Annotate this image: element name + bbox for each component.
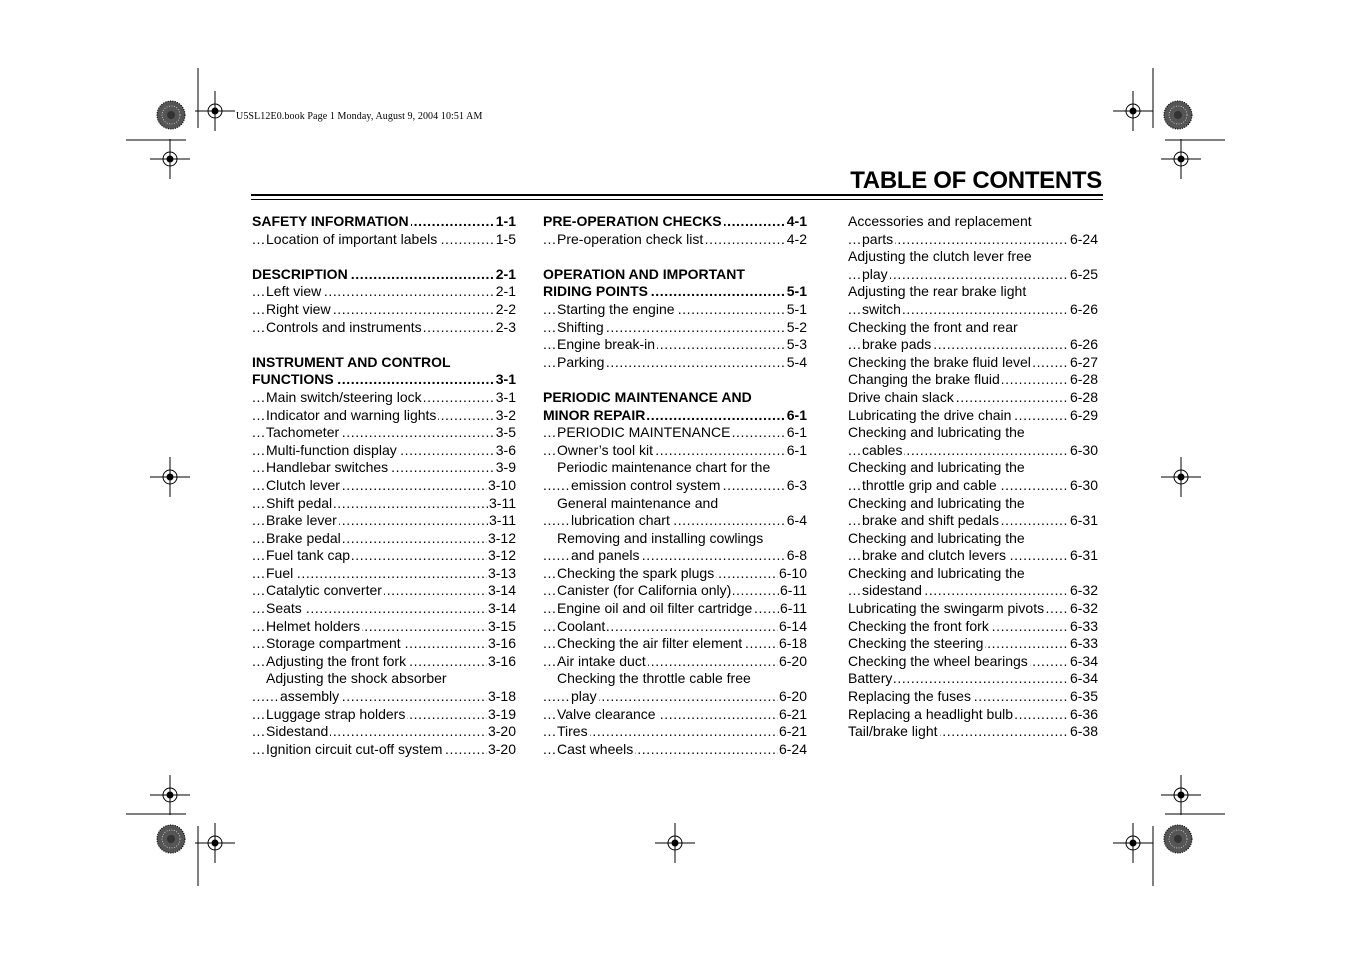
toc-entry-title: INSTRUMENT AND CONTROL xyxy=(252,353,451,370)
toc-entry[interactable] xyxy=(848,653,1098,671)
toc-entry[interactable] xyxy=(543,231,807,249)
toc-entry-title: Battery xyxy=(848,670,893,687)
toc-entry-page: 3-20 xyxy=(487,740,516,757)
toc-gap xyxy=(543,248,807,266)
toc-entry-page: 6-30 xyxy=(1069,441,1098,458)
toc-entry-title: lubrication chart xyxy=(571,512,670,529)
toc-entry-title: Valve clearance xyxy=(557,705,656,722)
toc-entry[interactable] xyxy=(252,741,516,759)
toc-column-2 xyxy=(543,213,807,758)
toc-gap xyxy=(252,248,516,266)
toc-entry-page: 6-31 xyxy=(1069,547,1098,564)
toc-entry-page: 3-15 xyxy=(487,617,516,634)
toc-entry[interactable] xyxy=(848,283,1098,301)
toc-entry[interactable] xyxy=(543,266,807,284)
toc-entry[interactable] xyxy=(848,512,1098,530)
toc-entry-page: 5-4 xyxy=(786,353,807,370)
toc-entry-title: Owner’s tool kit xyxy=(557,441,653,458)
toc-entry[interactable] xyxy=(848,565,1098,583)
toc-entry-page: 2-1 xyxy=(495,265,516,282)
toc-entry-page: 6-26 xyxy=(1069,336,1098,353)
toc-entry-title: Checking and lubricating the xyxy=(848,424,1025,441)
toc-entry[interactable] xyxy=(252,512,516,530)
toc-entry-page: 6-28 xyxy=(1069,388,1098,405)
toc-entry[interactable] xyxy=(252,301,516,319)
toc-gap xyxy=(543,371,807,389)
toc-entry-page: 6-1 xyxy=(786,424,807,441)
toc-entry[interactable] xyxy=(848,547,1098,565)
toc-entry-title: Storage compartment xyxy=(266,635,401,652)
toc-entry-page: 5-2 xyxy=(786,318,807,335)
toc-entry[interactable] xyxy=(543,354,807,372)
toc-entry-title: assembly xyxy=(280,688,340,705)
toc-entry-title: Ignition circuit cut-off system xyxy=(266,740,443,757)
toc-entry-title: Canister (for California only) xyxy=(557,582,732,599)
toc-entry-page: 6-20 xyxy=(778,652,807,669)
toc-entry[interactable] xyxy=(252,723,516,741)
toc-entry[interactable] xyxy=(848,248,1098,266)
toc-entry[interactable] xyxy=(543,600,807,618)
toc-entry[interactable] xyxy=(848,706,1098,724)
toc-entry-page: 6-10 xyxy=(778,564,807,581)
print-info-header: U5SL12E0.book Page 1 Monday, August 9, 2004 10:51 AM xyxy=(236,111,483,122)
toc-entry-page: 6-33 xyxy=(1069,617,1098,634)
toc-entry-page: 2-2 xyxy=(495,300,516,317)
toc-entry[interactable] xyxy=(252,389,516,407)
toc-entry[interactable] xyxy=(543,741,807,759)
toc-entry[interactable] xyxy=(543,389,807,407)
toc-entry-page: 6-21 xyxy=(778,723,807,740)
title-rule-thick xyxy=(251,194,1103,196)
toc-entry-title: switch xyxy=(862,300,901,317)
toc-entry-page: 3-11 xyxy=(489,494,516,511)
toc-entry-page: 4-1 xyxy=(786,213,807,229)
toc-entry[interactable] xyxy=(848,231,1098,249)
toc-entry[interactable] xyxy=(252,354,516,372)
toc-column-3 xyxy=(848,213,1098,741)
toc-entry-title: Replacing a headlight bulb xyxy=(848,705,1014,722)
toc-entry-page: 3-11 xyxy=(489,512,516,529)
toc-entry-page: 3-6 xyxy=(495,441,516,458)
toc-entry-title: Drive chain slack xyxy=(848,388,954,405)
toc-entry-title: Periodic maintenance chart for the xyxy=(557,459,771,476)
toc-entry-title: Checking the brake fluid level xyxy=(848,353,1031,370)
toc-entry-title: Engine break-in xyxy=(557,336,656,353)
toc-entry-page: 6-20 xyxy=(778,688,807,705)
toc-entry-page: 3-1 xyxy=(495,371,516,388)
toc-entry-page: 6-11 xyxy=(780,600,807,617)
toc-entry[interactable] xyxy=(252,688,516,706)
toc-entry-title: Coolant xyxy=(557,617,606,634)
toc-entry-title: Tachometer xyxy=(266,424,340,441)
toc-entry[interactable] xyxy=(543,653,807,671)
toc-entry[interactable] xyxy=(543,424,807,442)
toc-entry-page: 3-9 xyxy=(495,459,516,476)
toc-entry-title: brake and shift pedals xyxy=(862,512,999,529)
toc-entry-title: Parking xyxy=(557,353,605,370)
toc-entry-page: 6-18 xyxy=(778,635,807,652)
toc-entry-title: Shift pedal xyxy=(266,494,333,511)
toc-entry[interactable] xyxy=(848,600,1098,618)
toc-entry-title: Location of important labels xyxy=(266,230,438,247)
toc-entry[interactable] xyxy=(252,706,516,724)
toc-entry-page: 3-2 xyxy=(495,406,516,423)
toc-entry[interactable] xyxy=(848,336,1098,354)
toc-gap xyxy=(252,336,516,354)
toc-entry-title: Left view xyxy=(266,283,322,300)
toc-entry[interactable] xyxy=(848,495,1098,513)
toc-entry-title: PERIODIC MAINTENANCE AND xyxy=(543,388,752,405)
toc-entry-page: 6-33 xyxy=(1069,635,1098,652)
toc-entry[interactable] xyxy=(252,231,516,249)
toc-entry-title: Right view xyxy=(266,300,331,317)
toc-entry-title: Checking the spark plugs xyxy=(557,564,715,581)
toc-entry[interactable] xyxy=(848,618,1098,636)
toc-entry-title: Checking the front fork xyxy=(848,617,989,634)
toc-entry[interactable] xyxy=(848,389,1098,407)
toc-entry[interactable] xyxy=(848,477,1098,495)
toc-entry-page: 3-16 xyxy=(487,635,516,652)
toc-entry-title: Starting the engine xyxy=(557,300,675,317)
toc-entry-title: Main switch/steering lock xyxy=(266,388,422,405)
toc-entry[interactable] xyxy=(543,688,807,706)
toc-entry-title: brake and clutch levers xyxy=(862,547,1006,564)
toc-entry-page: 6-8 xyxy=(786,547,807,564)
toc-entry-page: 6-34 xyxy=(1069,670,1098,687)
toc-entry-page: 6-24 xyxy=(1069,230,1098,247)
toc-entry-title: Cast wheels xyxy=(557,740,634,757)
toc-entry-page: 1-5 xyxy=(495,230,516,247)
toc-entry[interactable] xyxy=(252,213,516,231)
toc-entry[interactable] xyxy=(252,477,516,495)
toc-entry[interactable] xyxy=(543,301,807,319)
toc-entry[interactable] xyxy=(543,723,807,741)
toc-entry-page: 6-38 xyxy=(1069,723,1098,740)
toc-entry-title: Seats xyxy=(266,600,302,617)
toc-entry-title: Handlebar switches xyxy=(266,459,389,476)
toc-entry-title: Helmet holders xyxy=(266,617,361,634)
toc-entry-page: 3-20 xyxy=(487,723,516,740)
toc-entry-title: Fuel tank cap xyxy=(266,547,351,564)
toc-entry-page: 6-14 xyxy=(778,617,807,634)
toc-entry-page: 6-36 xyxy=(1069,705,1098,722)
toc-entry-title: FUNCTIONS xyxy=(252,371,334,388)
toc-entry-title: cables xyxy=(862,441,903,458)
toc-entry-page: 3-12 xyxy=(487,547,516,564)
toc-entry[interactable] xyxy=(543,706,807,724)
toc-entry[interactable] xyxy=(252,371,516,389)
toc-entry[interactable] xyxy=(252,459,516,477)
toc-entry-title: Checking the steering xyxy=(848,635,984,652)
toc-entry-title: Checking and lubricating the xyxy=(848,529,1025,546)
toc-entry[interactable] xyxy=(543,582,807,600)
toc-entry-page: 6-1 xyxy=(786,441,807,458)
toc-entry-title: Checking the air filter element xyxy=(557,635,743,652)
toc-entry-page: 3-10 xyxy=(487,476,516,493)
toc-entry[interactable] xyxy=(848,407,1098,425)
toc-entry[interactable] xyxy=(543,319,807,337)
toc-entry-title: OPERATION AND IMPORTANT xyxy=(543,265,745,282)
toc-entry[interactable] xyxy=(848,371,1098,389)
toc-entry-page: 4-2 xyxy=(786,230,807,247)
toc-entry[interactable] xyxy=(252,283,516,301)
toc-entry-title: Tires xyxy=(557,723,588,740)
toc-entry-title: Engine oil and oil filter cartridge xyxy=(557,600,753,617)
toc-entry-title: Fuel xyxy=(266,564,294,581)
toc-entry-title: Adjusting the clutch lever free xyxy=(848,248,1032,265)
toc-entry-title: parts xyxy=(862,230,894,247)
toc-entry-page: 3-5 xyxy=(495,424,516,441)
toc-entry[interactable] xyxy=(848,530,1098,548)
toc-entry[interactable] xyxy=(252,635,516,653)
toc-entry[interactable] xyxy=(848,582,1098,600)
toc-entry-page: 6-34 xyxy=(1069,652,1098,669)
toc-entry-page: 5-1 xyxy=(786,300,807,317)
toc-entry[interactable] xyxy=(848,266,1098,284)
toc-entry-page: 6-35 xyxy=(1069,688,1098,705)
toc-entry-title: Replacing the fuses xyxy=(848,688,971,705)
toc-entry-title: emission control system xyxy=(571,476,721,493)
toc-entry-title: Controls and instruments xyxy=(266,318,422,335)
toc-entry[interactable] xyxy=(543,459,807,477)
toc-entry[interactable] xyxy=(252,407,516,425)
toc-column-1 xyxy=(252,213,516,758)
toc-entry-title: Lubricating the drive chain xyxy=(848,406,1012,423)
toc-entry[interactable] xyxy=(543,283,807,301)
toc-entry-title: DESCRIPTION xyxy=(252,265,348,282)
toc-entry-title: SAFETY INFORMATION xyxy=(252,213,409,229)
toc-entry[interactable] xyxy=(252,565,516,583)
toc-entry-page: 6-4 xyxy=(786,512,807,529)
toc-entry-title: throttle grip and cable xyxy=(862,476,997,493)
toc-entry-title: PRE-OPERATION CHECKS xyxy=(543,213,722,229)
toc-entry-page: 5-1 xyxy=(786,283,807,300)
toc-entry-title: PERIODIC MAINTENANCE xyxy=(557,424,731,441)
toc-entry-title: and panels xyxy=(571,547,640,564)
toc-entry[interactable] xyxy=(848,319,1098,337)
toc-entry-title: Pre-operation check list xyxy=(557,230,704,247)
toc-entry-title: Brake lever xyxy=(266,512,337,529)
toc-entry-title: Air intake duct xyxy=(557,652,646,669)
toc-entry-page: 6-28 xyxy=(1069,371,1098,388)
toc-entry-title: General maintenance and xyxy=(557,494,719,511)
toc-entry-title: Brake pedal xyxy=(266,529,341,546)
toc-entry[interactable] xyxy=(543,618,807,636)
toc-entry-title: Removing and installing cowlings xyxy=(557,529,764,546)
toc-entry-page: 3-12 xyxy=(487,529,516,546)
toc-entry-page: 6-31 xyxy=(1069,512,1098,529)
toc-entry[interactable] xyxy=(543,213,807,231)
toc-entry-title: Tail/brake light xyxy=(848,723,938,740)
toc-entry[interactable] xyxy=(848,424,1098,442)
toc-entry-title: Shifting xyxy=(557,318,604,335)
toc-entry[interactable] xyxy=(252,600,516,618)
toc-entry-page: 6-32 xyxy=(1069,582,1098,599)
toc-entry-page: 2-1 xyxy=(495,283,516,300)
toc-entry-title: Luggage strap holders xyxy=(266,705,406,722)
toc-entry-page: 6-27 xyxy=(1069,353,1098,370)
toc-entry[interactable] xyxy=(252,547,516,565)
toc-entry-page: 6-29 xyxy=(1069,406,1098,423)
toc-entry-title: Checking the throttle cable free xyxy=(557,670,751,687)
toc-entry-title: Multi-function display xyxy=(266,441,397,458)
toc-entry[interactable] xyxy=(543,442,807,460)
toc-entry-page: 6-1 xyxy=(786,406,807,423)
toc-entry-page: 6-11 xyxy=(780,582,807,599)
toc-entry[interactable] xyxy=(252,618,516,636)
toc-entry[interactable] xyxy=(543,407,807,425)
toc-entry[interactable] xyxy=(848,635,1098,653)
toc-entry[interactable] xyxy=(543,635,807,653)
toc-entry-title: Checking and lubricating the xyxy=(848,494,1025,511)
title-rule-thin xyxy=(251,199,1103,200)
toc-entry[interactable] xyxy=(252,495,516,513)
toc-entry-page: 3-14 xyxy=(487,600,516,617)
toc-entry-title: Checking and lubricating the xyxy=(848,459,1025,476)
toc-entry-page: 6-30 xyxy=(1069,476,1098,493)
toc-entry[interactable] xyxy=(848,301,1098,319)
toc-entry-page: 3-19 xyxy=(487,705,516,722)
toc-entry-page: 3-13 xyxy=(487,564,516,581)
toc-entry-title: Changing the brake fluid xyxy=(848,371,1000,388)
toc-entry[interactable] xyxy=(252,530,516,548)
toc-entry-page: 3-1 xyxy=(495,388,516,405)
toc-entry-title: Checking the front and rear xyxy=(848,318,1018,335)
toc-entry-title: Accessories and replacement xyxy=(848,213,1032,229)
toc-entry-title: RIDING POINTS xyxy=(543,283,649,300)
toc-entry-page: 1-1 xyxy=(495,213,516,229)
toc-entry-page: 6-32 xyxy=(1069,600,1098,617)
toc-entry-page: 5-3 xyxy=(786,336,807,353)
toc-entry[interactable] xyxy=(543,495,807,513)
toc-entry-title: Checking and lubricating the xyxy=(848,564,1025,581)
toc-entry[interactable] xyxy=(848,459,1098,477)
toc-entry-title: brake pads xyxy=(862,336,932,353)
toc-entry[interactable] xyxy=(848,354,1098,372)
toc-entry[interactable] xyxy=(848,442,1098,460)
toc-entry[interactable] xyxy=(252,266,516,284)
toc-entry[interactable] xyxy=(543,547,807,565)
toc-entry[interactable] xyxy=(848,670,1098,688)
toc-entry[interactable] xyxy=(543,530,807,548)
toc-entry-title: Adjusting the rear brake light xyxy=(848,283,1027,300)
toc-entry-title: Lubricating the swingarm pivots xyxy=(848,600,1045,617)
toc-entry[interactable] xyxy=(543,477,807,495)
toc-entry[interactable] xyxy=(252,442,516,460)
toc-entry-page: 3-16 xyxy=(487,652,516,669)
toc-entry-title: Indicator and warning lights xyxy=(266,406,437,423)
toc-entry[interactable] xyxy=(252,653,516,671)
page-title: TABLE OF CONTENTS xyxy=(850,167,1102,194)
toc-entry[interactable] xyxy=(848,723,1098,741)
toc-entry-title: MINOR REPAIR xyxy=(543,406,646,423)
toc-entry-page: 6-24 xyxy=(778,740,807,757)
toc-entry[interactable] xyxy=(252,582,516,600)
toc-entry-page: 3-14 xyxy=(487,582,516,599)
toc-entry-page: 2-3 xyxy=(495,318,516,335)
toc-entry-title: play xyxy=(571,688,597,705)
toc-entry[interactable] xyxy=(252,424,516,442)
toc-entry[interactable] xyxy=(543,670,807,688)
toc-entry-title: Clutch lever xyxy=(266,476,340,493)
toc-entry-page: 6-3 xyxy=(786,476,807,493)
toc-entry-page: 3-18 xyxy=(487,688,516,705)
toc-entry[interactable] xyxy=(848,688,1098,706)
toc-entry-title: sidestand xyxy=(862,582,922,599)
toc-entry-page: 6-26 xyxy=(1069,300,1098,317)
toc-entry-title: Adjusting the shock absorber xyxy=(266,670,447,687)
toc-entry-title: Catalytic converter xyxy=(266,582,382,599)
toc-entry[interactable] xyxy=(543,565,807,583)
toc-entry-title: Checking the wheel bearings xyxy=(848,652,1028,669)
toc-entry[interactable] xyxy=(848,213,1098,231)
toc-entry-title: play xyxy=(862,265,888,282)
toc-entry-title: Adjusting the front fork xyxy=(266,652,407,669)
toc-entry-page: 6-25 xyxy=(1069,265,1098,282)
toc-entry[interactable] xyxy=(543,512,807,530)
toc-entry[interactable] xyxy=(252,670,516,688)
toc-entry[interactable] xyxy=(252,319,516,337)
toc-entry[interactable] xyxy=(543,336,807,354)
toc-entry-title: Sidestand xyxy=(266,723,329,740)
toc-entry-page: 6-21 xyxy=(778,705,807,722)
